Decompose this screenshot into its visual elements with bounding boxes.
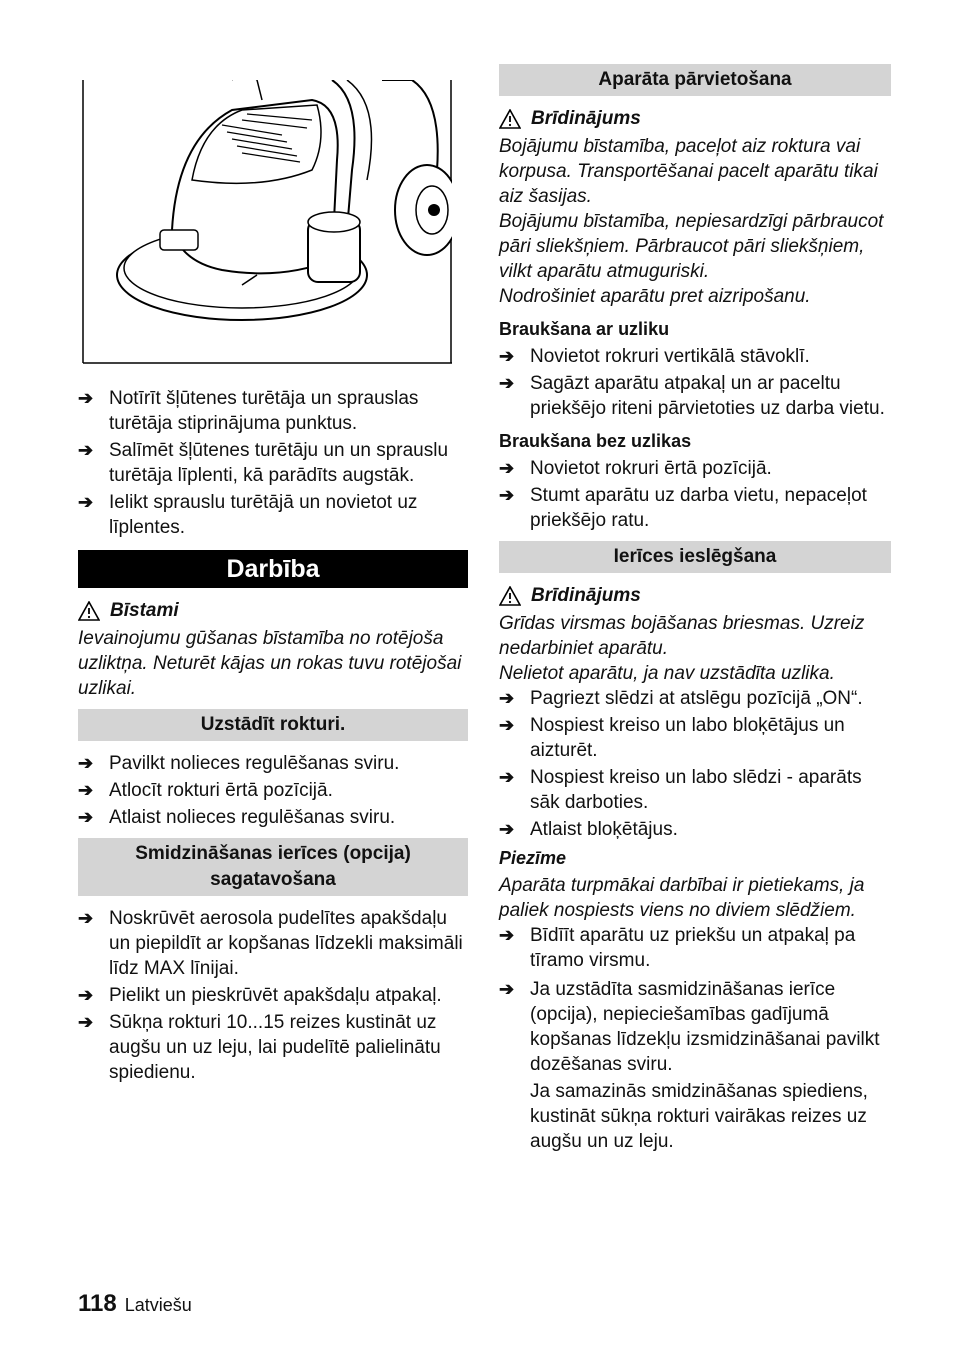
without-pad-title: Braukšana bez uzlikas: [499, 431, 692, 451]
list-item: ➔ Notīrīt šļūtenes turētāja un sprauslas turētāja stiprinājuma punktus.: [78, 388, 419, 434]
arrow-right-icon: ➔: [78, 440, 94, 460]
arrow-right-icon: ➔: [78, 1012, 94, 1032]
arrow-right-icon: ➔: [499, 688, 515, 708]
arrow-right-icon: ➔: [78, 753, 94, 773]
switch-warning-title: Brīdinājums: [499, 583, 891, 609]
warning-triangle-icon: [78, 601, 100, 621]
move-warning-title: Brīdinājums: [499, 106, 891, 132]
danger-title: Bīstami: [78, 598, 468, 624]
machine-drawing: [82, 80, 452, 364]
move-warning-text: Bojājumu bīstamība, paceļot aiz roktura vai korpusa. Transportēšanai pacelt aparātu tikai aiz šasijas. Bojājumu bīstamība, nepiesardzīgi pārbraucot pāri sliekšņiem. Pārbraucot pāri sliekšņiem, vilkt aparātu atmuguriski. Nodrošiniet aparātu pret aizripošanu.: [499, 136, 884, 307]
list-item: ➔ Atlaist bloķētājus.: [499, 819, 678, 840]
intro-bullet-list: [78, 386, 468, 540]
arrow-right-icon: ➔: [78, 492, 94, 512]
list-item: ➔ Pavilkt nolieces regulēšanas sviru.: [78, 753, 400, 774]
arrow-right-icon: ➔: [499, 767, 515, 787]
arrow-right-icon: ➔: [499, 458, 515, 478]
list-item: ➔ Novietot rokruri ērtā pozīcijā.: [499, 458, 772, 479]
arrow-right-icon: ➔: [499, 979, 515, 999]
with-pad-title: Braukšana ar uzliku: [499, 319, 670, 339]
list-item: ➔ Nospiest kreiso un labo bloķētājus un aizturēt.: [499, 715, 845, 761]
list-item: ➔ Noskrūvēt aerosola pudelītes apakšdaļu un piepildīt ar kopšanas līdzekli maksimāli līdz MAX līnijai.: [78, 908, 463, 979]
list-item: ➔ Bīdīīt aparātu uz priekšu un atpakaļ pa tīramo virsmu.: [499, 925, 856, 971]
list-item: ➔ Ja uzstādīta sasmidzināšanas ierīce (opcija), nepieciešamības gadījumā kopšanas līdzekļu izsmidzināšanai pavilkt dozēšanas sviru.: [499, 979, 880, 1075]
subsection-heading-spray: Smidzināšanas ierīces (opcija) sagatavošana: [78, 838, 468, 896]
with-pad-bullet-list: [499, 344, 891, 421]
subsection-heading-switch-on: Ierīces ieslēgšana: [499, 541, 891, 573]
arrow-right-icon: ➔: [78, 388, 94, 408]
page-number: 118: [78, 1290, 117, 1317]
switch-warning-text: Grīdas virsmas bojāšanas briesmas. Uzreiz nedarbiniet aparātu. Nelietot aparātu, ja nav uzstādīta uzlika.: [499, 613, 865, 684]
without-pad-bullet-list: [499, 456, 891, 533]
list-item: ➔ Novietot rokruri vertikālā stāvoklī.: [499, 346, 810, 367]
final-bullet-list: [499, 923, 891, 1077]
floor-machine-illustration: [82, 80, 452, 362]
list-item: ➔ Stumt aparātu uz darba vietu, nepaceļot priekšējo ratu.: [499, 485, 867, 531]
handle-bullet-list: [78, 751, 468, 830]
subsection-heading-moving: Aparāta pārvietošana: [499, 64, 891, 96]
right-column: [499, 64, 891, 1154]
arrow-right-icon: ➔: [499, 925, 515, 945]
warning-triangle-icon: [499, 586, 521, 606]
list-item: ➔ Salīmēt šļūtenes turētāju un un sprauslu turētāja līplenti, kā parādīts augstāk.: [78, 440, 449, 486]
arrow-right-icon: ➔: [499, 819, 515, 839]
list-item: ➔ Sūkņa rokturi 10...15 reizes kustināt uz augšu un uz leju, lai pudelītē palielinātu spiedienu.: [78, 1012, 441, 1083]
arrow-right-icon: ➔: [78, 807, 94, 827]
final-paragraph: Ja samazinās smidzināšanas spiediens, kustināt sūkņa rokturi vairākas reizes uz augšu un uz leju.: [530, 1081, 868, 1152]
arrow-right-icon: ➔: [78, 908, 94, 928]
warning-triangle-icon: [499, 109, 521, 129]
list-item: ➔ Nospiest kreiso un labo slēdzi - aparāts sāk darboties.: [499, 767, 862, 813]
note-text: Aparāta turpmākai darbībai ir pietiekams, ja paliek nospiests viens no diviem slēdžiem.: [499, 875, 865, 921]
switch-bullet-list: [499, 686, 891, 842]
spray-bullet-list: [78, 906, 468, 1085]
arrow-right-icon: ➔: [499, 373, 515, 393]
left-column: [78, 80, 468, 1087]
language-label: Latviešu: [124, 1295, 192, 1315]
list-item: ➔ Atlaist nolieces regulēšanas sviru.: [78, 807, 396, 828]
danger-text: Ievainojumu gūšanas bīstamība no rotējoša uzliktņa. Neturēt kājas un rokas tuvu rotējošai uzlikai.: [78, 628, 462, 699]
list-item: ➔ Atlocīt rokturi ērtā pozīcijā.: [78, 780, 333, 801]
arrow-right-icon: ➔: [499, 715, 515, 735]
arrow-right-icon: ➔: [78, 985, 94, 1005]
note-title: Piezīme: [499, 848, 567, 868]
arrow-right-icon: ➔: [78, 780, 94, 800]
arrow-right-icon: ➔: [499, 485, 515, 505]
arrow-right-icon: ➔: [499, 346, 515, 366]
section-heading-operation: Darbība: [78, 550, 468, 588]
subsection-heading-handle: Uzstādīt rokturi.: [78, 709, 468, 741]
list-item: ➔ Pagriezt slēdzi at atslēgu pozīcijā „ON“.: [499, 688, 863, 709]
list-item: ➔ Pielikt un pieskrūvēt apakšdaļu atpakaļ.: [78, 985, 442, 1006]
page-footer: [78, 1290, 192, 1318]
list-item: ➔ Sagāzt aparātu atpakaļ un ar paceltu priekšējo riteni pārvietoties uz darba vietu.: [499, 373, 885, 419]
list-item: ➔ Ielikt sprauslu turētājā un novietot uz līplentes.: [78, 492, 418, 538]
